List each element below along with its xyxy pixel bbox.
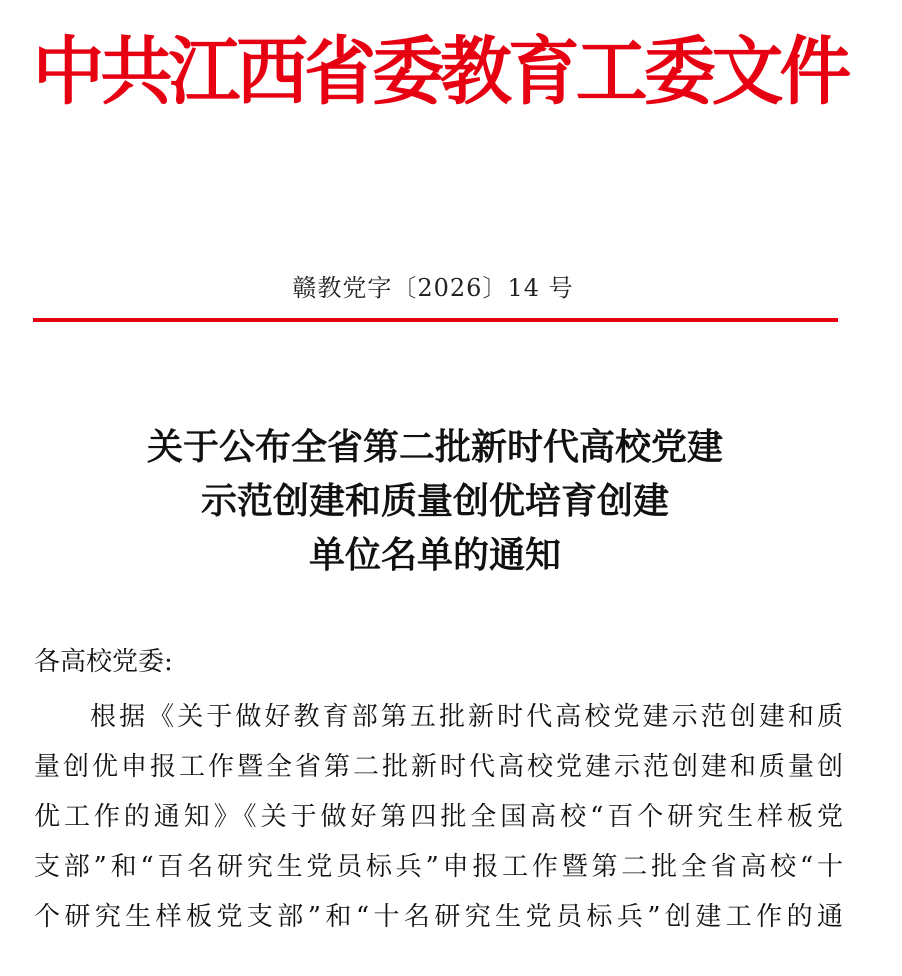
document-title	[0, 420, 870, 582]
title-line-2: 示范创建和质量创优培育创建	[200, 480, 669, 522]
body-line-1: 根据《关于做好教育部第五批新时代高校党建示范创建和质	[90, 702, 844, 732]
body-paragraph	[34, 692, 844, 942]
salutation: 各高校党委:	[34, 647, 173, 677]
title-line-3: 单位名单的通知	[308, 534, 561, 576]
title-line-1: 关于公布全省第二批新时代高校党建	[146, 426, 723, 468]
red-divider-line	[33, 318, 838, 322]
issuer-masthead: 中共江西省委教育工委文件	[32, 29, 848, 115]
body-line-5: 个研究生样板党支部”和“十名研究生党员标兵”创建工作的通	[34, 902, 844, 932]
body-line-4: 支部”和“百名研究生党员标兵”申报工作暨第二批全省高校“十	[34, 852, 844, 882]
body-line-3: 优工作的通知》《关于做好第四批全国高校“百个研究生样板党	[34, 802, 844, 832]
document-number: 赣教党字〔2026〕14 号	[292, 274, 574, 302]
body-line-2: 量创优申报工作暨全省第二批新时代高校党建示范创建和质量创	[34, 752, 844, 782]
